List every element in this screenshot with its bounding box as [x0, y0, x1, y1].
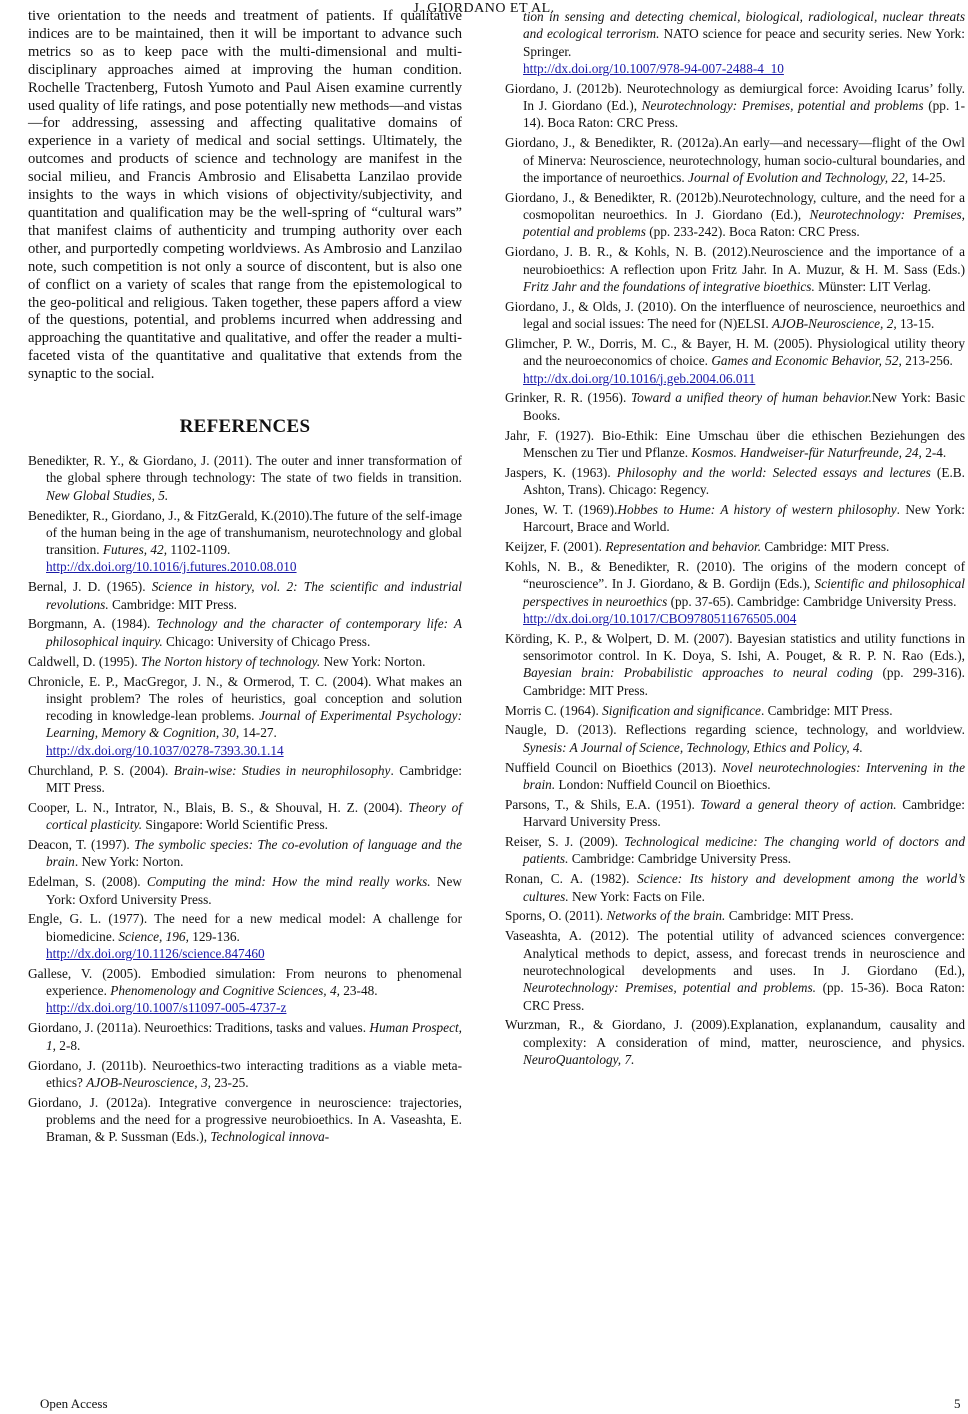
reference-title: Technology and the character of contemporary life: A philosophical inquiry.: [46, 616, 462, 649]
reference-text: Körding, K. P., & Wolpert, D. M. (2007). Bayesian statistics and utility functions in sensorimotor control. In K. Doya, S. Ishi, A. Pouget, & R. P. N. Rao (Eds.),: [505, 630, 965, 664]
reference-title: tion in sensing and detecting chemical, biological, radiological, nuclear threats and ecological terrorism.: [523, 9, 965, 42]
reference-item: [505, 630, 965, 699]
reference-text: (pp. 1-14). Boca Raton: CRC Press.: [523, 98, 965, 131]
reference-text: NATO science for peace and security series. New York: Springer.: [523, 26, 965, 59]
reference-text: 23-48.: [339, 983, 378, 999]
left-column: [28, 8, 462, 1148]
reference-item: [28, 1094, 462, 1146]
reference-text: Jahr, F. (1927). Bio-Ethik: Eine Umschau über die ethischen Beziehungen des Menschen zu Tier und Pflanze.: [505, 427, 965, 460]
reference-text: Ronan, C. A. (1982).: [505, 871, 638, 887]
reference-text: Giordano, J., & Benedikter, R. (2012b).Neurotechnology, culture, and the need for a cosmopolitan neuroethics. In J. Giordano (Ed.),: [505, 189, 965, 223]
doi-link[interactable]: http://dx.doi.org/10.1016/j.futures.2010.08.010: [46, 559, 297, 575]
reference-title: Kosmos. Handweiser-für Naturfreunde, 24,: [691, 444, 922, 460]
reference-item: [505, 501, 965, 536]
reference-text: 2-4.: [921, 444, 947, 460]
page-number: 5: [954, 1396, 961, 1411]
right-column: [505, 8, 965, 1071]
reference-text: Jones, W. T. (1969).: [505, 501, 618, 517]
reference-text: Cambridge: MIT Press.: [108, 596, 237, 612]
reference-text: London: Nuffield Council on Bioethics.: [555, 776, 771, 792]
reference-title: AJOB-Neuroscience, 3,: [86, 1074, 211, 1090]
reference-item: [28, 873, 462, 908]
reference-text: (E.B. Ashton, Trans). Chicago: Regency.: [523, 464, 965, 498]
footer-journal: Open Access: [40, 1396, 108, 1411]
reference-item: [28, 965, 462, 1017]
reference-text: Glimcher, P. W., Dorris, M. C., & Bayer, H. M. (2005). Physiological utility theory and the neuroeconomics of choice.: [505, 335, 965, 369]
reference-text: Chicago: University of Chicago Press.: [162, 633, 371, 649]
reference-title: Synesis: A Journal of Science, Technology, Ethics and Policy, 4.: [523, 739, 863, 755]
reference-text: New York: Basic Books.: [523, 390, 965, 423]
reference-text: Gallese, V. (2005). Embodied simulation: From neurons to phenomenal experience.: [28, 965, 462, 999]
reference-list-right: [505, 8, 965, 1068]
reference-item: [505, 558, 965, 627]
reference-text: (pp. 37-65). Cambridge: Cambridge University Press.: [667, 593, 957, 609]
reference-text: 213-256.: [901, 353, 953, 369]
reference-text: Giordano, J. (2011b). Neuroethics-two interacting traditions as a viable meta-ethics?: [28, 1057, 462, 1090]
reference-title: Science, 196,: [118, 928, 189, 944]
reference-item: [28, 836, 462, 871]
reference-text: 14-25.: [908, 169, 946, 185]
reference-item: [28, 910, 462, 962]
reference-title: AJOB-Neuroscience, 2,: [772, 316, 897, 332]
reference-text: 129-136.: [188, 928, 240, 944]
reference-text: (pp. 233-242). Boca Raton: CRC Press.: [645, 224, 860, 240]
reference-item: [505, 927, 965, 1013]
reference-title: Science in history, vol. 2: The scientific and industrial revolutions.: [46, 579, 462, 612]
reference-text: Chronicle, E. P., MacGregor, J. N., & Ormerod, T. C. (2004). What makes an insight problem? The roles of heuristics, goal conception and solution recoding in knowledge-lean problems.: [28, 673, 462, 724]
reference-text: Giordano, J. B. R., & Kohls, N. B. (2012).Neuroscience and the importance of a neurobioethics: A reflection upon Fritz Jahr. In A. Muzur, & H. M. Sass (Eds.): [505, 244, 965, 277]
reference-item: [505, 134, 965, 186]
reference-title: Journal of Evolution and Technology, 22,: [688, 169, 909, 185]
reference-title: Hobbes to Hume: A history of western philosophy: [617, 501, 897, 517]
reference-text: Grinker, R. R. (1956).: [505, 390, 631, 406]
reference-title: Bayesian brain: Probabilistic approaches to neural coding: [523, 665, 874, 681]
reference-title: Novel neurotechnologies: Intervening in the brain.: [523, 759, 965, 792]
reference-title: The symbolic species: The co-evolution of language and the brain: [46, 837, 462, 870]
doi-link[interactable]: http://dx.doi.org/10.1007/s11097-005-4737-z: [46, 1000, 287, 1016]
reference-title: Neurotechnology: Premises, potential and problems: [523, 207, 965, 240]
reference-title: Computing the mind: How the mind really works.: [146, 874, 431, 890]
reference-item: [505, 538, 965, 555]
reference-item: [505, 189, 965, 241]
reference-title: Technological innova-: [210, 1129, 330, 1145]
reference-item: [28, 653, 462, 670]
reference-text: 14-27.: [239, 725, 277, 741]
reference-text: Singapore: World Scientific Press.: [142, 817, 328, 833]
reference-text: Benedikter, R., Giordano, J., & FitzGerald, K.(2010).The future of the self-image of the human being in the age of transhumanism, neurotechnology and global transition.: [28, 507, 462, 558]
reference-item: [28, 507, 462, 576]
reference-text: 2-8.: [55, 1037, 81, 1053]
reference-item: [505, 389, 965, 424]
reference-text: New York: Facts on File.: [568, 888, 705, 904]
reference-text: Giordano, J. (2012b). Neurotechnology as demiurgical force: Avoiding Icarus’ folly. In J. Giordano (Ed.),: [505, 80, 965, 114]
reference-title: New Global Studies, 5.: [46, 487, 169, 503]
reference-item: [505, 702, 965, 719]
reference-title: Phenomenology and Cognitive Sciences, 4,: [110, 983, 340, 999]
reference-title: Journal of Experimental Psychology: Learning, Memory & Cognition, 30,: [46, 708, 462, 741]
reference-item: [505, 721, 965, 756]
reference-text: Benedikter, R. Y., & Giordano, J. (2011). The outer and inner transformation of the global sphere through technology: The state of two fields in transition.: [28, 453, 462, 486]
reference-title: Toward a unified theory of human behavior.: [630, 390, 872, 406]
running-head: J. GIORDANO ET AL.: [413, 1, 555, 16]
reference-text: (pp. 15-36). Boca Raton: CRC Press.: [523, 980, 965, 1013]
reference-text: Churchland, P. S. (2004).: [28, 762, 174, 778]
reference-title: Signification and significance: [602, 702, 761, 718]
reference-text: Wurzman, R., & Giordano, J. (2009).Explanation, explanandum, causality and complexity: A consideration of mind, matter, neuroscience, and physics.: [505, 1017, 965, 1050]
reference-title: Neurotechnology: Premises, potential and problems.: [523, 980, 817, 996]
reference-text: New York: Oxford University Press.: [46, 874, 462, 907]
reference-title: Theory of cortical plasticity.: [46, 799, 462, 833]
reference-item: [28, 578, 462, 613]
reference-text: Borgmann, A. (1984).: [28, 616, 157, 632]
reference-title: Futures, 42,: [102, 542, 168, 558]
reference-text: Cambridge: Cambridge University Press.: [568, 851, 792, 867]
reference-title: NeuroQuantology, 7.: [523, 1051, 635, 1067]
reference-item: [505, 907, 965, 924]
reference-item: [505, 298, 965, 333]
reference-list-left: [28, 452, 462, 1146]
reference-item: [28, 452, 462, 504]
reference-text: Reiser, S. J. (2009).: [505, 834, 625, 850]
reference-text: Cambridge: MIT Press.: [761, 539, 890, 555]
reference-text: Nuffield Council on Bioethics (2013).: [505, 759, 722, 775]
reference-item: [505, 833, 965, 868]
reference-text: 23-25.: [210, 1074, 249, 1090]
body-paragraph: tive orientation to the needs and treatment of patients. If qualitative indices are to be maintained, then it will be important to advance such metrics so as to keep pace with the multi-dimensional and multi-disciplinary approaches aimed at improving the human condition. Rochelle Tractenberg, Futosh Yumoto and Paul Aisen examine currently used quality of life ratings, and pose potentially new methods—and vistas—for addressing, assessing and affecting qualitative domains of experience in a variety of medical and social settings. Ultimately, the outcomes and products of science and technology are manifest in the social milieu, and Francis Ambrosio and Elisabetta Lanzilao provide insights to the ways in which visions of objectivity/subjectivity, and quantitation and qualification may be the well-spring of “cultural wars” that manifest claims of authenticity and trumping authority over each other, and purportedly competing worldviews. As Ambrosio and Lanzilao note, such competition is not only a source of discontent, but is also one of conflict on a variety of scales that range from the epistemological to the geo-political and religious. Taken together, these papers afford a view of the questions, potential, and problems incurred when addressing and approaching the quantitative and qualitative, and offer the reader a multi-faceted vista of the quantitative and qualitative that extends from the synaptic to the social.: [28, 8, 462, 383]
reference-text: Cambridge: MIT Press.: [725, 908, 854, 924]
doi-link[interactable]: http://dx.doi.org/10.1016/j.geb.2004.06.011: [523, 370, 756, 386]
reference-text: Sporns, O. (2011).: [505, 908, 607, 924]
reference-item: [505, 1016, 965, 1068]
reference-text: Edelman, S. (2008).: [28, 874, 147, 890]
reference-text: Vaseashta, A. (2012). The potential utility of advanced sciences convergence: Analytical methods to depict, assess, and forecast trends in neuroscience and neurotechnological developments and uses. In J. Giordano (Ed.),: [505, 928, 965, 978]
reference-item: [505, 870, 965, 905]
reference-title: Neurotechnology: Premises, potential and problems: [641, 98, 924, 114]
reference-text: . New York: Harcourt, Brace and World.: [523, 501, 965, 535]
reference-text: New York: Norton.: [320, 653, 426, 669]
reference-item: [505, 796, 965, 831]
reference-title: Science: Its history and development among the world’s cultures.: [523, 871, 965, 904]
reference-text: Naugle, D. (2013). Reflections regarding science, technology, and worldview.: [505, 722, 965, 738]
reference-text: Keijzer, F. (2001).: [505, 539, 606, 555]
reference-title: Scientific and philosophical perspectives in neuroethics: [523, 576, 965, 609]
reference-item: [28, 1057, 462, 1092]
reference-text: Cambridge: Harvard University Press.: [523, 796, 965, 830]
reference-text: . New York: Norton.: [74, 854, 184, 870]
reference-item: [505, 243, 965, 295]
reference-text: Münster: LIT Verlag.: [814, 278, 931, 294]
reference-text: Cooper, L. N., Intrator, N., Blais, B. S., & Shouval, H. Z. (2004).: [28, 799, 409, 815]
reference-continuation: [505, 8, 965, 77]
reference-title: Representation and behavior.: [605, 539, 762, 555]
reference-title: Fritz Jahr and the foundations of integrative bioethics.: [523, 278, 815, 294]
references-heading: REFERENCES: [179, 416, 311, 438]
reference-item: [28, 615, 462, 650]
reference-item: [505, 80, 965, 132]
reference-text: . Cambridge: MIT Press.: [760, 702, 893, 718]
reference-item: [28, 1019, 462, 1054]
reference-item: [505, 427, 965, 462]
reference-text: Giordano, J., & Olds, J. (2010). On the interfluence of neuroscience, neuroethics and legal and social issues: The need for (N)ELSI.: [505, 298, 965, 332]
reference-item: [505, 335, 965, 387]
reference-title: Human Prospect, 1,: [46, 1020, 462, 1053]
reference-text: 1102-1109.: [167, 542, 231, 558]
reference-text: Bernal, J. D. (1965).: [28, 579, 152, 595]
reference-title: Games and Economic Behavior, 52,: [711, 353, 902, 369]
reference-text: Caldwell, D. (1995).: [28, 653, 142, 669]
reference-text: Giordano, J. (2012a). Integrative convergence in neuroscience: trajectories, problems and the need for a progressive neurobioethics. In A. Vaseashta, E. Braman, & P. Sussman (Eds.),: [28, 1094, 462, 1145]
reference-text: Morris C. (1964).: [505, 702, 603, 718]
doi-link[interactable]: http://dx.doi.org/10.1037/0278-7393.30.1.14: [46, 742, 284, 758]
reference-title: Technological medicine: The changing world of doctors and patients.: [523, 834, 965, 867]
reference-text: Engle, G. L. (1977). The need for a new medical model: A challenge for biomedicine.: [28, 911, 462, 944]
reference-text: Kohls, N. B., & Benedikter, R. (2010). The origins of the modern concept of “neuroscience”. In J. Giordano, & B. Gordijn (Eds.),: [505, 559, 965, 592]
reference-item: [28, 673, 462, 759]
reference-title: The Norton history of technology.: [141, 653, 321, 669]
doi-link[interactable]: http://dx.doi.org/10.1007/978-94-007-2488-4_10: [523, 60, 784, 76]
reference-item: [28, 762, 462, 797]
doi-link[interactable]: http://dx.doi.org/10.1017/CBO9780511676505.004: [523, 610, 797, 626]
reference-title: Toward a general theory of action.: [700, 796, 897, 812]
reference-title: Networks of the brain.: [606, 908, 726, 924]
reference-text: (pp. 299-316). Cambridge: MIT Press.: [523, 665, 965, 698]
reference-text: Parsons, T., & Shils, E.A. (1951).: [505, 796, 701, 812]
reference-text: . Cambridge: MIT Press.: [46, 762, 462, 795]
doi-link[interactable]: http://dx.doi.org/10.1126/science.847460: [46, 945, 265, 961]
reference-title: Philosophy and the world: Selected essays and lectures: [616, 464, 931, 480]
reference-text: Jaspers, K. (1963).: [505, 464, 617, 480]
reference-title: Brain-wise: Studies in neurophilosophy: [173, 762, 391, 778]
reference-text: 13-15.: [896, 316, 935, 332]
reference-item: [505, 759, 965, 794]
reference-text: Giordano, J., & Benedikter, R. (2012a).An early—and necessary—flight of the Owl of Minerva: Neuroscience, neurotechnology, human socio-cultural boundaries, and the importance of neuroethics.: [505, 135, 965, 185]
reference-item: [505, 464, 965, 499]
reference-item: [28, 799, 462, 834]
reference-text: Deacon, T. (1997).: [28, 837, 135, 853]
reference-text: Giordano, J. (2011a). Neuroethics: Traditions, tasks and values.: [28, 1020, 370, 1036]
